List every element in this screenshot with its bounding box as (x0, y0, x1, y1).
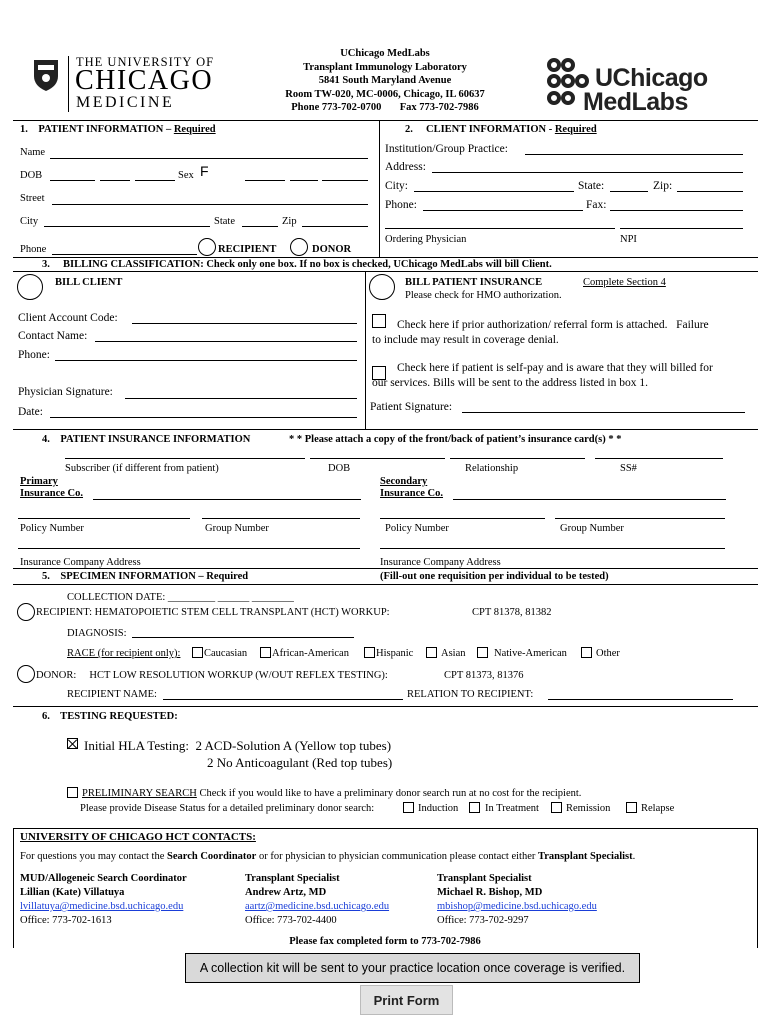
contact-email-link[interactable]: lvillatuya@medicine.bsd.uchicago.edu (20, 901, 184, 912)
prior-auth-text2: to include may result in coverage denial. (372, 334, 559, 346)
secondary-group-input[interactable] (555, 518, 725, 519)
race-other-checkbox[interactable] (581, 647, 592, 658)
collection-date-field[interactable]: COLLECTION DATE: _________ ______ ________ (67, 592, 294, 603)
contact-name: Michael R. Bishop, MD (437, 887, 543, 898)
self-pay-text2: our services. Bills will be sent to the address listed in box 1. (372, 377, 648, 389)
lab-address-block (255, 47, 515, 115)
recipient-name-input[interactable] (163, 699, 403, 700)
patient-street-input[interactable] (52, 204, 368, 205)
client-phone-input[interactable] (423, 210, 583, 211)
disease-in-treatment-label: In Treatment (485, 803, 539, 814)
patient-dob-day[interactable] (100, 180, 130, 181)
contact-name-label: Contact Name: (18, 330, 88, 342)
patient-signature-input[interactable] (462, 412, 745, 413)
patient-city-label: City (20, 216, 39, 227)
lab-dept: Transplant Immunology Laboratory (303, 61, 467, 73)
contact-role: MUD/Allogeneic Search Coordinator (20, 873, 187, 884)
contact-coordinator (20, 872, 187, 928)
secondary-address-label: Insurance Company Address (380, 557, 501, 568)
patient-name-input[interactable] (50, 158, 368, 159)
secondary-policy-label: Policy Number (385, 523, 449, 534)
relation-input[interactable] (548, 699, 733, 700)
patient-dob-label: DOB (20, 170, 43, 181)
specimen-donor-line: DONOR: HCT LOW RESOLUTION WORKUP (W/OUT REFLEX TESTING): (36, 670, 388, 681)
uc-shield-icon (32, 58, 60, 92)
secondary-address-input[interactable] (380, 548, 725, 549)
section3-title: 3. BILLING CLASSIFICATION: Check only one box. If no box is checked, UChicago MedLabs will bill Client. (42, 259, 552, 270)
section6-title: 6. TESTING REQUESTED: (42, 711, 178, 722)
client-zip-label: Zip: (653, 180, 673, 192)
recipient-radio[interactable] (198, 238, 216, 256)
primary-group-label: Group Number (205, 523, 269, 534)
race-caucasian-checkbox[interactable] (192, 647, 203, 658)
relation-label: RELATION TO RECIPIENT: (407, 689, 534, 700)
contact-role: Transplant Specialist (245, 873, 340, 884)
client-city-label: City: (385, 180, 409, 192)
subscriber-input[interactable] (65, 458, 305, 459)
disease-remission-label: Remission (566, 803, 611, 814)
contact-name-input[interactable] (95, 341, 357, 342)
complete-section-4-note: Complete Section 4 (583, 277, 666, 288)
client-city-input[interactable] (414, 191, 574, 192)
institution-input[interactable] (525, 154, 743, 155)
secondary-group-label: Group Number (560, 523, 624, 534)
patient-extra-field3[interactable] (322, 180, 368, 181)
race-native-american-checkbox[interactable] (477, 647, 488, 658)
patient-extra-field2[interactable] (290, 180, 318, 181)
primary-group-input[interactable] (202, 518, 360, 519)
medlabs-logo-text2: MedLabs (583, 88, 688, 116)
physician-signature-input[interactable] (125, 398, 357, 399)
section2-title: 2. CLIENT INFORMATION - Required (405, 124, 597, 135)
contact-specialist-bishop (437, 872, 597, 928)
contact-role: Transplant Specialist (437, 873, 532, 884)
client-state-label: State: (578, 180, 605, 192)
physician-signature-label: Physician Signature: (18, 386, 113, 398)
client-fax-label: Fax: (586, 199, 607, 211)
subscriber-dob-input[interactable] (310, 458, 445, 459)
self-pay-text1: Check here if patient is self-pay and is aware that they will billed for (397, 362, 713, 374)
medlabs-logo (545, 55, 755, 115)
initial-hla-text: Initial HLA Testing: 2 ACD-Solution A (Yellow top tubes) (84, 738, 392, 753)
initial-hla-checkbox[interactable] (67, 738, 78, 749)
patient-sex-value[interactable]: F (200, 163, 209, 179)
patient-phone-label: Phone (20, 244, 47, 255)
disease-induction-label: Induction (418, 803, 459, 814)
contact-office: Office: 773-702-4400 (245, 915, 337, 926)
subscriber-dob-label: DOB (328, 463, 351, 474)
secondary-insurance-label: Secondary Insurance Co. (380, 476, 444, 499)
donor-radio[interactable] (290, 238, 308, 256)
lab-name: UChicago MedLabs (340, 48, 430, 59)
contact-office: Office: 773-702-9297 (437, 915, 529, 926)
uc-logo-line2: CHICAGO (75, 65, 214, 96)
ordering-physician-label: Ordering Physician (385, 234, 467, 245)
specimen-note: (Fill-out one requisition per individual to be tested) (380, 571, 609, 582)
patient-street-label: Street (20, 193, 45, 204)
relationship-label: Relationship (465, 463, 519, 474)
preliminary-search-checkbox[interactable] (67, 787, 78, 798)
race-other-label: Other (596, 648, 620, 659)
section4-title: 4. PATIENT INSURANCE INFORMATION (42, 434, 251, 445)
billing-phone-label: Phone: (18, 349, 50, 361)
prior-auth-text1: Check here if prior authorization/ referral form is attached. Failure (397, 319, 709, 331)
contact-email-link[interactable]: mbishop@medicine.bsd.uchicago.edu (437, 901, 597, 912)
secondary-insurance-input[interactable] (453, 499, 726, 500)
contact-office: Office: 773-702-1613 (20, 915, 112, 926)
institution-label: Institution/Group Practice: (385, 143, 508, 155)
preliminary-search-label: PRELIMINARY SEARCH (82, 788, 197, 799)
patient-signature-label: Patient Signature: (370, 401, 453, 413)
ss-label: SS# (620, 463, 637, 474)
contact-email-link[interactable]: aartz@medicine.bsd.uchicago.edu (245, 901, 390, 912)
diagnosis-label: DIAGNOSIS: (67, 628, 127, 639)
disease-status-label: Please provide Disease Status for a detailed preliminary donor search: (80, 803, 375, 814)
account-code-label: Client Account Code: (18, 312, 118, 324)
disease-remission-checkbox[interactable] (551, 802, 562, 813)
patient-dob-month[interactable] (50, 180, 95, 181)
billing-date-input[interactable] (50, 417, 357, 418)
bill-client-radio[interactable] (17, 274, 43, 300)
lab-street: 5841 South Maryland Avenue (318, 75, 452, 86)
race-native-american-label: Native-American (494, 648, 567, 659)
primary-insurance-label: Primary Insurance Co. (20, 476, 84, 499)
recipient-label: RECIPIENT (218, 244, 277, 255)
collection-kit-notice: A collection kit will be sent to your practice location once coverage is verified. (185, 953, 640, 983)
fax-instruction: Please fax completed form to 773-702-7986 (289, 936, 481, 947)
race-asian-label: Asian (441, 648, 466, 659)
race-african-american-label: African-American (272, 648, 349, 659)
contact-name: Lillian (Kate) Villatuya (20, 887, 125, 898)
bill-patient-label: BILL PATIENT INSURANCE (405, 277, 543, 288)
donor-cpt: CPT 81373, 81376 (444, 670, 524, 681)
disease-induction-checkbox[interactable] (403, 802, 414, 813)
client-phone-label: Phone: (385, 199, 417, 211)
uc-logo-line1: THE UNIVERSITY OF (76, 55, 215, 69)
primary-insurance-input[interactable] (93, 499, 361, 500)
insurance-card-note: * * Please attach a copy of the front/back of patient’s insurance card(s) * * (289, 434, 622, 445)
account-code-input[interactable] (132, 323, 357, 324)
disease-in-treatment-checkbox[interactable] (469, 802, 480, 813)
client-address-input[interactable] (432, 172, 743, 173)
patient-state-input[interactable] (242, 226, 278, 227)
patient-dob-year[interactable] (135, 180, 175, 181)
disease-relapse-label: Relapse (641, 803, 675, 814)
client-address-label: Address: (385, 161, 426, 173)
npi-input[interactable] (620, 228, 743, 229)
billing-date-label: Date: (18, 406, 43, 418)
primary-address-input[interactable] (18, 548, 360, 549)
section1-title: 1. PATIENT INFORMATION – Required (20, 124, 216, 135)
medlabs-logo-text1: UChicago (595, 64, 708, 92)
contacts-intro: For questions you may contact the Search Coordinator or for physician to physician communication please contact either Transplant Specialist. (20, 851, 636, 862)
primary-policy-label: Policy Number (20, 523, 84, 534)
client-state-input[interactable] (610, 191, 648, 192)
contacts-title: UNIVERSITY OF CHICAGO HCT CONTACTS: (20, 831, 256, 843)
contact-name: Andrew Artz, MD (245, 887, 327, 898)
specimen-recipient-line: RECIPIENT: HEMATOPOIETIC STEM CELL TRANSPLANT (HCT) WORKUP: (36, 607, 390, 618)
subscriber-label: Subscriber (if different from patient) (65, 463, 219, 474)
bill-patient-radio[interactable] (369, 274, 395, 300)
lab-phone: Phone 773-702-0700 Fax 773-702-7986 (291, 102, 479, 113)
patient-zip-input[interactable] (302, 226, 368, 227)
patient-phone-input[interactable] (52, 254, 197, 255)
ss-input[interactable] (595, 458, 723, 459)
uc-logo-line3: MEDICINE (76, 94, 175, 111)
recipient-cpt: CPT 81378, 81382 (472, 607, 552, 618)
specimen-recipient-radio[interactable] (17, 603, 35, 621)
recipient-name-label: RECIPIENT NAME: (67, 689, 157, 700)
race-caucasian-label: Caucasian (204, 648, 248, 659)
anticoag-text: 2 No Anticoagulant (Red top tubes) (207, 755, 393, 770)
client-fax-input[interactable] (610, 210, 743, 211)
race-hispanic-label: Hispanic (376, 648, 414, 659)
lab-room: Room TW-020, MC-0006, Chicago, IL 60637 (285, 88, 485, 100)
prior-auth-checkbox[interactable] (372, 314, 386, 328)
relationship-input[interactable] (450, 458, 585, 459)
secondary-policy-input[interactable] (380, 518, 545, 519)
patient-extra-field1[interactable] (245, 180, 285, 181)
patient-state-label: State (214, 216, 235, 227)
ordering-physician-input[interactable] (385, 228, 615, 229)
patient-name-label: Name (20, 147, 46, 158)
patient-city-input[interactable] (44, 226, 210, 227)
section5-title: 5. SPECIMEN INFORMATION – Required (42, 571, 249, 582)
primary-address-label: Insurance Company Address (20, 557, 141, 568)
bill-client-label: BILL CLIENT (55, 277, 123, 288)
specimen-donor-radio[interactable] (17, 665, 35, 683)
billing-phone-input[interactable] (55, 360, 357, 361)
patient-zip-label: Zip (282, 216, 297, 227)
race-hispanic-checkbox[interactable] (364, 647, 375, 658)
donor-label: DONOR (312, 244, 352, 255)
preliminary-search-text: PRELIMINARY SEARCH Check if you would like to have a preliminary donor search run at no cost for the recipient. (82, 788, 582, 799)
primary-policy-input[interactable] (18, 518, 190, 519)
contact-specialist-artz (245, 872, 389, 928)
hmo-note: Please check for HMO authorization. (405, 290, 562, 301)
print-form-button[interactable]: Print Form (360, 985, 453, 1015)
patient-sex-label: Sex (178, 170, 194, 181)
race-label: RACE (for recipient only): (67, 648, 181, 659)
diagnosis-input[interactable] (132, 637, 354, 638)
disease-relapse-checkbox[interactable] (626, 802, 637, 813)
npi-label: NPI (620, 234, 637, 245)
client-zip-input[interactable] (677, 191, 743, 192)
race-african-american-checkbox[interactable] (260, 647, 271, 658)
uc-medicine-logo (30, 52, 220, 114)
race-asian-checkbox[interactable] (426, 647, 437, 658)
